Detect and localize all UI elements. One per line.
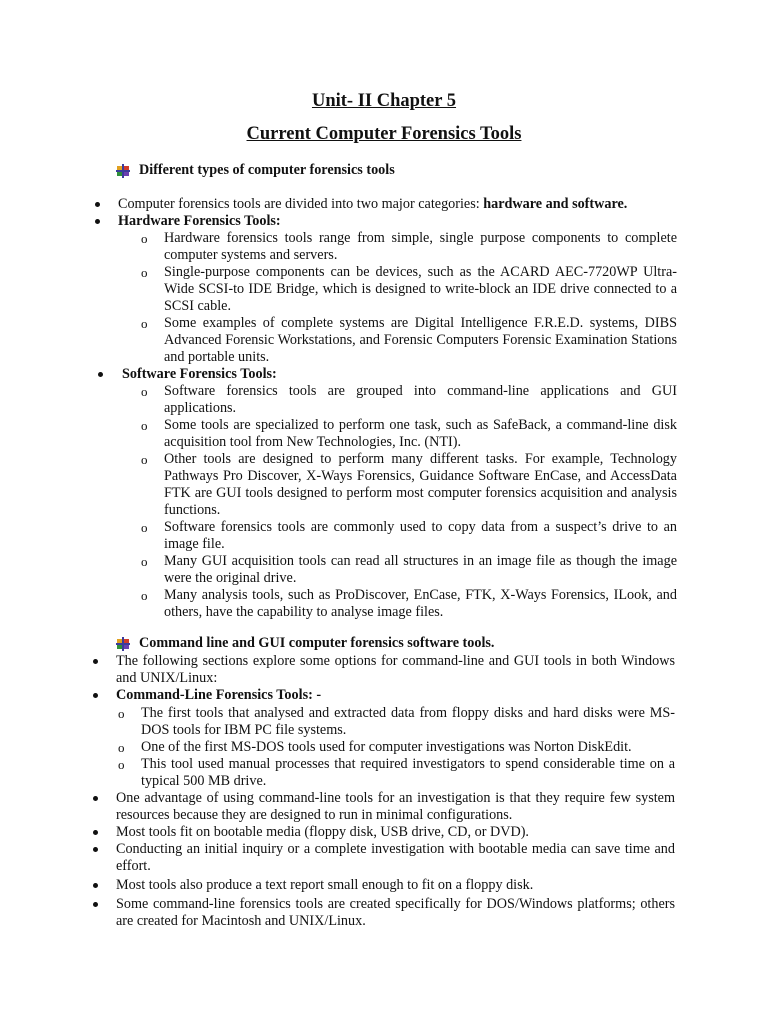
list-item: o Other tools are designed to perform many different tasks. For example, Technology Pathways Pro Discover, X-Ways Forensics, Guidance Software EnCase, and AccessData FTK are GUI tools designed to perform most computer forensics acquisition and analysis functions.	[141, 451, 677, 518]
list-item: o Some tools are specialized to perform one task, such as SafeBack, a command-line disk acquisition tool from New Technologies, Inc. (NTI).	[141, 417, 677, 450]
sub-bullet-icon: o	[141, 418, 148, 433]
bullet-icon	[95, 219, 100, 224]
section-heading-text: Command line and GUI computer forensics software tools.	[139, 635, 495, 651]
list-item: Conducting an initial inquiry or a complete investigation with bootable media can save time and effort.	[93, 841, 675, 875]
arrow-cross-icon	[116, 164, 130, 178]
list-item-hardware-heading: Hardware Forensics Tools:	[95, 213, 685, 230]
list-item: Some command-line forensics tools are created specifically for DOS/Windows platforms; others are created for Macintosh and UNIX/Linux.	[93, 896, 675, 930]
sub-bullet-icon: o	[141, 520, 148, 535]
section-heading-cmd-gui	[116, 635, 494, 652]
sub-bullet-icon: o	[118, 757, 125, 772]
list-item: o One of the first MS-DOS tools used for computer investigations was Norton DiskEdit.	[118, 739, 632, 755]
bullet-icon	[93, 902, 98, 907]
sub-bullet-icon: o	[141, 588, 148, 603]
list-item: The following sections explore some options for command-line and GUI tools in both Windows and UNIX/Linux:	[93, 653, 675, 687]
list-item: o Hardware forensics tools range from simple, single purpose components to complete computer systems and servers.	[141, 230, 677, 263]
arrow-cross-icon	[116, 637, 130, 651]
bullet-icon	[93, 659, 98, 664]
section-heading-text: Different types of computer forensics tools	[139, 162, 395, 178]
bullet-icon	[93, 883, 98, 888]
sub-bullet-icon: o	[118, 706, 125, 721]
list-item: o Software forensics tools are commonly used to copy data from a suspect’s drive to an image file.	[141, 519, 677, 552]
sub-bullet-icon: o	[141, 265, 148, 280]
bullet-icon	[93, 847, 98, 852]
list-item: One advantage of using command-line tools for an investigation is that they require few system resources because they are designed to run in minimal configurations.	[93, 790, 675, 824]
sub-bullet-icon: o	[141, 384, 148, 399]
list-item-software-heading: Software Forensics Tools:	[98, 366, 688, 383]
list-item: o This tool used manual processes that required investigators to spend considerable time on a typical 500 MB drive.	[118, 756, 675, 789]
list-item: o Single-purpose components can be devices, such as the ACARD AEC-7720WP Ultra-Wide SCSI-to IDE Bridge, which is designed to write-block an IDE drive connected to a SCSI cable.	[141, 264, 677, 314]
sub-bullet-icon: o	[141, 554, 148, 569]
list-item: o The first tools that analysed and extracted data from floppy disks and hard disks were MS-DOS tools for IBM PC file systems.	[118, 705, 675, 738]
list-item: Most tools fit on bootable media (floppy disk, USB drive, CD, or DVD).	[93, 824, 675, 841]
section-heading-types	[116, 162, 395, 179]
bullet-icon	[95, 202, 100, 207]
bullet-icon	[98, 372, 103, 377]
list-item: Most tools also produce a text report small enough to fit on a floppy disk.	[93, 877, 675, 894]
list-item: o Many GUI acquisition tools can read all structures in an image file as though the image were the original drive.	[141, 553, 677, 586]
page-subtitle: Current Computer Forensics Tools	[246, 124, 522, 144]
page-title: Unit- II Chapter 5	[311, 91, 457, 111]
list-item: Computer forensics tools are divided into two major categories: hardware and software.	[95, 196, 685, 213]
list-item: o Some examples of complete systems are Digital Intelligence F.R.E.D. systems, DIBS Advanced Forensic Workstations, and Forensic Computers Forensic Examination Stations and portable units.	[141, 315, 677, 365]
bullet-icon	[93, 693, 98, 698]
bold-phrase: hardware and software.	[483, 196, 628, 212]
list-item: o Many analysis tools, such as ProDiscover, EnCase, FTK, X-Ways Forensics, ILook, and others, have the capability to analyse image files.	[141, 587, 677, 620]
sub-bullet-icon: o	[118, 740, 125, 755]
sub-bullet-icon: o	[141, 452, 148, 467]
sub-bullet-icon: o	[141, 231, 148, 246]
list-item-cmd-heading: Command-Line Forensics Tools: -	[93, 687, 675, 704]
bullet-icon	[93, 796, 98, 801]
bullet-icon	[93, 830, 98, 835]
list-item: o Software forensics tools are grouped into command-line applications and GUI applications.	[141, 383, 677, 416]
sub-bullet-icon: o	[141, 316, 148, 331]
